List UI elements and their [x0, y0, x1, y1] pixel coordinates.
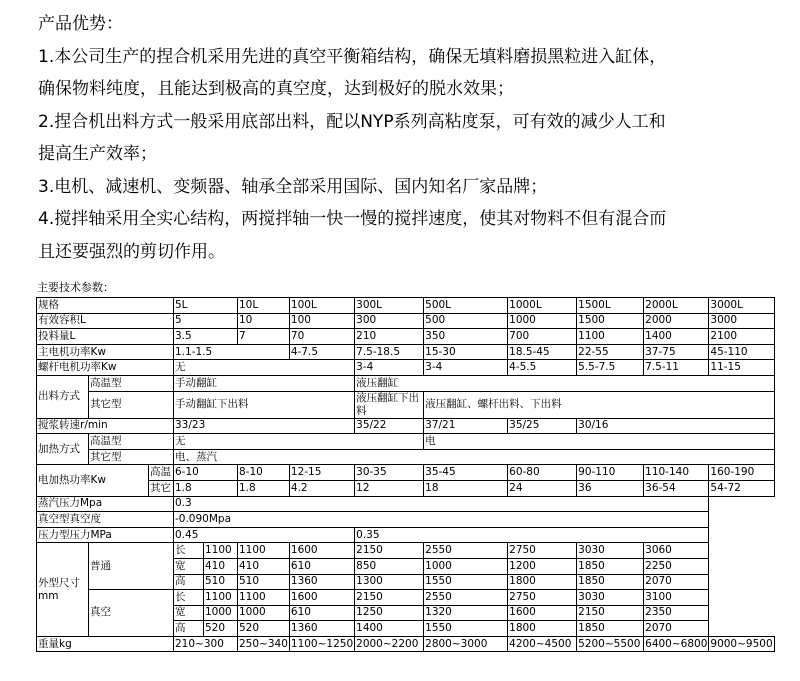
cell: 1200 — [508, 558, 577, 574]
cell: 1.1-1.5 — [174, 344, 290, 360]
cell: 160-190 — [709, 465, 774, 481]
cell: 18 — [424, 480, 508, 496]
cell: 0.35 — [355, 527, 709, 543]
cell: 1800 — [508, 621, 577, 637]
cell: 6-10 — [174, 465, 238, 481]
row-label: 真空型真空度 — [37, 512, 174, 528]
cell: 35-45 — [424, 465, 508, 481]
table-row — [37, 512, 775, 528]
advantage-line: 1.本公司生产的捏合机采用先进的真空平衡箱结构，确保无填料磨损黑粒进入缸体， — [38, 46, 667, 67]
cell: 15-30 — [424, 344, 508, 360]
cell: 液压翻缸下出料 — [355, 391, 424, 418]
cell: 2000 — [644, 313, 709, 329]
cell: 1850 — [577, 558, 644, 574]
cell: 1500L — [577, 298, 644, 314]
cell: 54-72 — [709, 480, 774, 496]
cell: 1100 — [577, 329, 644, 345]
cell: 1.8 — [174, 480, 238, 496]
cell: 350 — [424, 329, 508, 345]
cell: 液压翻缸 — [355, 375, 775, 391]
row-label: 有效容积L — [37, 313, 174, 329]
cell: 1550 — [424, 574, 508, 590]
cell: 37-75 — [644, 344, 709, 360]
cell: 500L — [424, 298, 508, 314]
cell: 5.5-7.5 — [577, 360, 644, 376]
cell: 300L — [355, 298, 424, 314]
cell: 1100 — [238, 590, 290, 606]
cell: 3-4 — [355, 360, 424, 376]
cell: 无 — [174, 434, 424, 450]
cell: 1850 — [577, 574, 644, 590]
cell: 4-5.5 — [508, 360, 577, 376]
cell: 3060 — [644, 543, 709, 559]
row-label: 螺杆电机功率Kw — [37, 360, 174, 376]
cell: 2550 — [424, 543, 508, 559]
table-title: 主要技术参数： — [37, 281, 114, 294]
cell: 510 — [204, 574, 238, 590]
cell: 1000 — [424, 558, 508, 574]
row-label: 蒸汽压力Mpa — [37, 496, 174, 512]
cell: 36-54 — [644, 480, 709, 496]
cell: 4-7.5 — [289, 344, 354, 360]
cell: 2150 — [355, 543, 424, 559]
dim-label: 高 — [174, 574, 204, 590]
cell: 1000 — [508, 313, 577, 329]
cell: 1.8 — [238, 480, 290, 496]
cell: 210~300 — [174, 636, 238, 652]
cell: 410 — [204, 558, 238, 574]
table-row — [37, 543, 775, 559]
cell: 5200~5500 — [577, 636, 644, 652]
cell: 3100 — [644, 590, 709, 606]
cell: 1550 — [424, 621, 508, 637]
cell: 520 — [238, 621, 290, 637]
cell: 2150 — [577, 605, 644, 621]
cell: 45-110 — [709, 344, 774, 360]
cell: 手动翻缸 — [174, 375, 355, 391]
table-row — [37, 298, 775, 314]
sub-label: 高温型 — [89, 434, 174, 450]
cell: 1360 — [289, 621, 354, 637]
cell: 35/22 — [355, 418, 424, 434]
cell: 2750 — [508, 543, 577, 559]
advantages-title: 产品优势： — [38, 14, 123, 34]
cell: 1000 — [204, 605, 238, 621]
row-label: 出料方式 — [37, 375, 89, 418]
row-label: 规格 — [37, 298, 174, 314]
cell: 1000 — [238, 605, 290, 621]
cell: 1100~1250 — [289, 636, 354, 652]
cell: 1100 — [204, 543, 238, 559]
row-label: 主电机功率Kw — [37, 344, 174, 360]
table-row — [37, 636, 775, 652]
cell: 30/16 — [577, 418, 775, 434]
cell: 无 — [174, 360, 355, 376]
cell: 1500 — [577, 313, 644, 329]
sub-label: 其它型 — [89, 391, 174, 418]
cell: 250~340 — [238, 636, 290, 652]
cell: 手动翻缸下出料 — [174, 391, 355, 418]
advantage-line: 且还要强烈的剪切作用。 — [38, 241, 225, 262]
cell: 2150 — [355, 590, 424, 606]
cell: 1600 — [289, 590, 354, 606]
dim-label: 长 — [174, 543, 204, 559]
cell: 850 — [355, 558, 424, 574]
cell: 1600 — [508, 605, 577, 621]
spec-table — [36, 297, 775, 652]
cell: 1320 — [424, 605, 508, 621]
advantage-line: 3.电机、减速机、变频器、轴承全部采用国际、国内知名厂家品牌； — [38, 176, 548, 197]
sub-label: 普通 — [89, 543, 174, 590]
cell: 610 — [289, 605, 354, 621]
cell: 2000~2200 — [355, 636, 424, 652]
cell: 24 — [508, 480, 577, 496]
cell: 410 — [238, 558, 290, 574]
cell: 33/23 — [174, 418, 355, 434]
advantage-line: 4.搅拌轴采用全实心结构，两搅拌轴一快一慢的搅拌速度，使其对物料不但有混合而 — [38, 209, 667, 229]
cell: 1800 — [508, 574, 577, 590]
cell: 1400 — [355, 621, 424, 637]
table-row — [37, 496, 775, 512]
cell: 7.5-11 — [644, 360, 709, 376]
cell: 1100 — [238, 543, 290, 559]
product-advantages — [38, 0, 788, 268]
cell: 10L — [238, 298, 290, 314]
table-row — [37, 590, 775, 606]
cell: 2350 — [644, 605, 709, 621]
cell: 2750 — [508, 590, 577, 606]
cell: 1600 — [289, 543, 354, 559]
cell: 4200~4500 — [508, 636, 577, 652]
cell: 100 — [289, 313, 354, 329]
dim-label: 宽 — [174, 605, 204, 621]
cell: 3000 — [709, 313, 774, 329]
table-row — [37, 418, 775, 434]
cell: 510 — [238, 574, 290, 590]
cell: 2250 — [644, 558, 709, 574]
cell: 5L — [174, 298, 238, 314]
cell: 12 — [355, 480, 424, 496]
cell: 11-15 — [709, 360, 774, 376]
advantage-line: 确保物料纯度，且能达到极高的真空度，达到极好的脱水效果； — [38, 79, 514, 99]
row-label: 投料量L — [37, 329, 174, 345]
cell: 电 — [424, 434, 775, 450]
cell: 37/21 — [424, 418, 508, 434]
cell: 110-140 — [644, 465, 709, 481]
table-row — [37, 434, 775, 450]
cell: 0.3 — [174, 496, 709, 512]
cell: 60-80 — [508, 465, 577, 481]
cell: -0.090Mpa — [174, 512, 709, 528]
sub-label: 高温 — [149, 465, 174, 481]
cell: 8-10 — [238, 465, 290, 481]
row-label: 加热方式 — [37, 434, 89, 465]
cell: 35/25 — [508, 418, 577, 434]
row-label: 搅浆转速r/min — [37, 418, 174, 434]
cell: 70 — [289, 329, 354, 345]
cell: 电、蒸汽 — [174, 449, 775, 465]
cell: 2800~3000 — [424, 636, 508, 652]
cell: 2550 — [424, 590, 508, 606]
cell: 2000L — [644, 298, 709, 314]
sub-label: 真空 — [89, 590, 174, 637]
table-row — [37, 527, 775, 543]
cell: 90-110 — [577, 465, 644, 481]
cell: 2070 — [644, 574, 709, 590]
row-label: 电加热功率Kw — [37, 465, 149, 496]
table-row — [37, 344, 775, 360]
table-row — [37, 360, 775, 376]
cell: 0.45 — [174, 527, 355, 543]
cell: 液压翻缸、螺杆出料、下出料 — [424, 391, 775, 418]
advantage-line: 提高生产效率； — [38, 144, 157, 164]
row-label: 外型尺寸mm — [37, 543, 89, 637]
cell: 3000L — [709, 298, 774, 314]
cell: 1300 — [355, 574, 424, 590]
cell: 1850 — [577, 621, 644, 637]
cell: 300 — [355, 313, 424, 329]
cell: 1250 — [355, 605, 424, 621]
cell: 30-35 — [355, 465, 424, 481]
dim-label: 高 — [174, 621, 204, 637]
cell: 1000L — [508, 298, 577, 314]
sub-label: 其它型 — [89, 449, 174, 465]
cell: 2070 — [644, 621, 709, 637]
cell: 520 — [204, 621, 238, 637]
cell: 7.5-18.5 — [355, 344, 424, 360]
dim-label: 宽 — [174, 558, 204, 574]
cell: 4.2 — [289, 480, 354, 496]
cell: 18.5-45 — [508, 344, 577, 360]
row-label: 重量kg — [37, 636, 174, 652]
cell: 12-15 — [289, 465, 354, 481]
cell: 22-55 — [577, 344, 644, 360]
cell: 7 — [238, 329, 290, 345]
cell: 3030 — [577, 590, 644, 606]
cell: 3-4 — [424, 360, 508, 376]
cell: 100L — [289, 298, 354, 314]
row-label: 压力型压力MPa — [37, 527, 174, 543]
advantage-line: 2.捏合机出料方式一般采用底部出料，配以NYP系列高粘度泵，可有效的减少人工和 — [38, 111, 666, 132]
sub-label: 高温型 — [89, 375, 174, 391]
cell: 3030 — [577, 543, 644, 559]
cell: 610 — [289, 558, 354, 574]
cell: 1400 — [644, 329, 709, 345]
cell: 10 — [238, 313, 290, 329]
cell: 2100 — [709, 329, 774, 345]
cell: 5 — [174, 313, 238, 329]
table-row — [37, 375, 775, 391]
table-row — [37, 465, 775, 481]
cell: 3.5 — [174, 329, 238, 345]
cell: 1100 — [204, 590, 238, 606]
sub-label: 其它 — [149, 480, 174, 496]
dim-label: 长 — [174, 590, 204, 606]
cell: 500 — [424, 313, 508, 329]
table-row — [37, 449, 775, 465]
cell: 6400~6800 — [644, 636, 709, 652]
cell: 1360 — [289, 574, 354, 590]
cell: 36 — [577, 480, 644, 496]
table-row — [37, 313, 775, 329]
cell: 9000~9500 — [709, 636, 774, 652]
cell: 700 — [508, 329, 577, 345]
cell: 210 — [355, 329, 424, 345]
table-row — [37, 329, 775, 345]
